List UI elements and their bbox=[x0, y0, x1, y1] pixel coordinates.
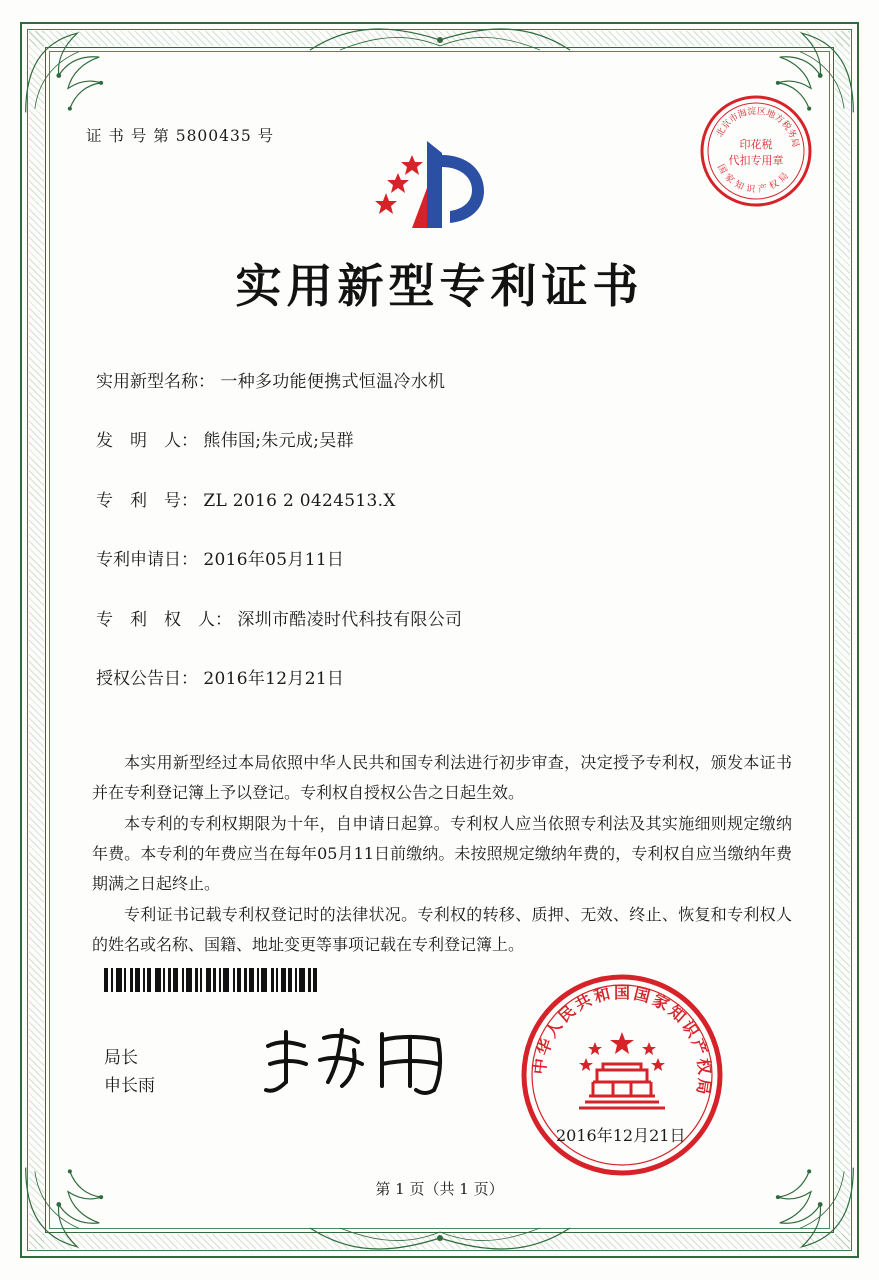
svg-text:权: 权 bbox=[693, 1057, 715, 1076]
field-label: 实用新型名称： bbox=[96, 372, 215, 392]
field-label: 授权公告日： bbox=[96, 668, 198, 689]
page-title: 实用新型专利证书 bbox=[235, 259, 644, 313]
field-label: 专 利 权 人： bbox=[96, 609, 232, 630]
paragraph-3: 专利证书记载专利权登记时的法律状况。专利权的转移、质押、无效、终止、恢复和专利权人的姓名或名称、国籍、地址变更等事项记载在专利登记簿上。 bbox=[92, 905, 792, 954]
svg-text:国: 国 bbox=[715, 162, 729, 176]
svg-text:国: 国 bbox=[613, 983, 631, 1002]
svg-text:产: 产 bbox=[687, 1036, 712, 1058]
field-value: 熊伟国;朱元成;吴群 bbox=[203, 431, 354, 452]
svg-text:代扣专用章: 代扣专用章 bbox=[728, 154, 784, 167]
svg-text:识: 识 bbox=[678, 1016, 703, 1041]
svg-text:局: 局 bbox=[693, 1077, 715, 1096]
field-label: 发 明 人： bbox=[96, 431, 198, 452]
field-row-patent-number bbox=[96, 491, 796, 511]
tax-seal-icon bbox=[697, 92, 815, 210]
edge-ornament-icon bbox=[300, 1222, 580, 1258]
field-label: 专利申请日： bbox=[96, 550, 198, 571]
svg-text:务: 务 bbox=[784, 127, 798, 141]
issue-date: 2016年12月21日 bbox=[556, 1126, 686, 1145]
svg-text:国: 国 bbox=[631, 983, 653, 1007]
svg-text:淀: 淀 bbox=[746, 106, 757, 118]
director-block bbox=[104, 1044, 155, 1100]
svg-text:和: 和 bbox=[591, 983, 613, 1007]
certificate-number: 证 书 号 第 5800435 号 bbox=[86, 127, 275, 145]
handwritten-signature-icon bbox=[258, 1020, 468, 1100]
svg-text:印花税: 印花税 bbox=[739, 138, 773, 151]
barcode bbox=[104, 968, 364, 992]
paragraph-2: 本专利的专利权期限为十年，自申请日起算。专利权人应当依照专利法及其实施细则规定缴纳年费。本专利的年费应当在每年05月11日前缴纳。未按照规定缴纳年费的，专利权自应当缴纳年费期满之日起终止。 bbox=[92, 814, 792, 893]
field-value: 一种多功能便携式恒温冷水机 bbox=[220, 372, 446, 392]
svg-text:北: 北 bbox=[715, 126, 729, 140]
page-footer: 第 1 页（共 1 页） bbox=[375, 1180, 504, 1198]
svg-text:知: 知 bbox=[732, 179, 746, 193]
svg-text:京: 京 bbox=[720, 118, 734, 132]
field-row-inventor bbox=[96, 431, 796, 451]
field-value: ZL 2016 2 0424513.X bbox=[203, 490, 396, 511]
national-seal-icon bbox=[517, 970, 727, 1180]
svg-text:税: 税 bbox=[779, 119, 793, 133]
svg-text:市: 市 bbox=[727, 112, 741, 126]
field-value: 2016年05月11日 bbox=[203, 550, 345, 571]
svg-text:识: 识 bbox=[745, 184, 756, 196]
svg-text:华: 华 bbox=[532, 1036, 557, 1058]
svg-text:地: 地 bbox=[764, 108, 777, 122]
svg-text:区: 区 bbox=[756, 106, 767, 118]
field-row-name bbox=[96, 372, 796, 392]
svg-text:家: 家 bbox=[649, 990, 673, 1015]
svg-text:知: 知 bbox=[664, 1001, 690, 1027]
svg-text:人: 人 bbox=[541, 1016, 566, 1041]
svg-text:家: 家 bbox=[722, 172, 736, 186]
director-label: 局长 bbox=[104, 1048, 138, 1068]
svg-text:海: 海 bbox=[736, 108, 749, 121]
svg-text:共: 共 bbox=[571, 990, 595, 1015]
field-row-application-date bbox=[96, 550, 796, 570]
corner-ornament-icon bbox=[22, 24, 114, 116]
svg-text:方: 方 bbox=[772, 112, 786, 127]
field-value: 深圳市酷凌时代科技有限公司 bbox=[237, 609, 463, 630]
fields-list bbox=[96, 372, 796, 728]
svg-text:产: 产 bbox=[757, 183, 769, 196]
field-value: 2016年12月21日 bbox=[203, 668, 345, 689]
svg-text:民: 民 bbox=[554, 1001, 580, 1027]
svg-text:中: 中 bbox=[529, 1057, 551, 1076]
field-label: 专 利 号： bbox=[96, 490, 198, 511]
director-name: 申长雨 bbox=[104, 1076, 155, 1096]
edge-ornament-icon bbox=[300, 20, 580, 56]
body-text bbox=[92, 748, 792, 961]
paragraph-1: 本实用新型经过本局依照中华人民共和国专利法进行初步审查，决定授予专利权，颁发本证书并在专利登记簿上予以登记。专利权自授权公告之日起生效。 bbox=[92, 753, 792, 802]
cnipa-logo-icon bbox=[372, 133, 492, 238]
svg-text:权: 权 bbox=[767, 178, 781, 192]
svg-text:局: 局 bbox=[788, 137, 800, 149]
field-row-grant-date bbox=[96, 669, 796, 689]
svg-text:局: 局 bbox=[777, 171, 791, 185]
field-row-patentee bbox=[96, 610, 796, 630]
